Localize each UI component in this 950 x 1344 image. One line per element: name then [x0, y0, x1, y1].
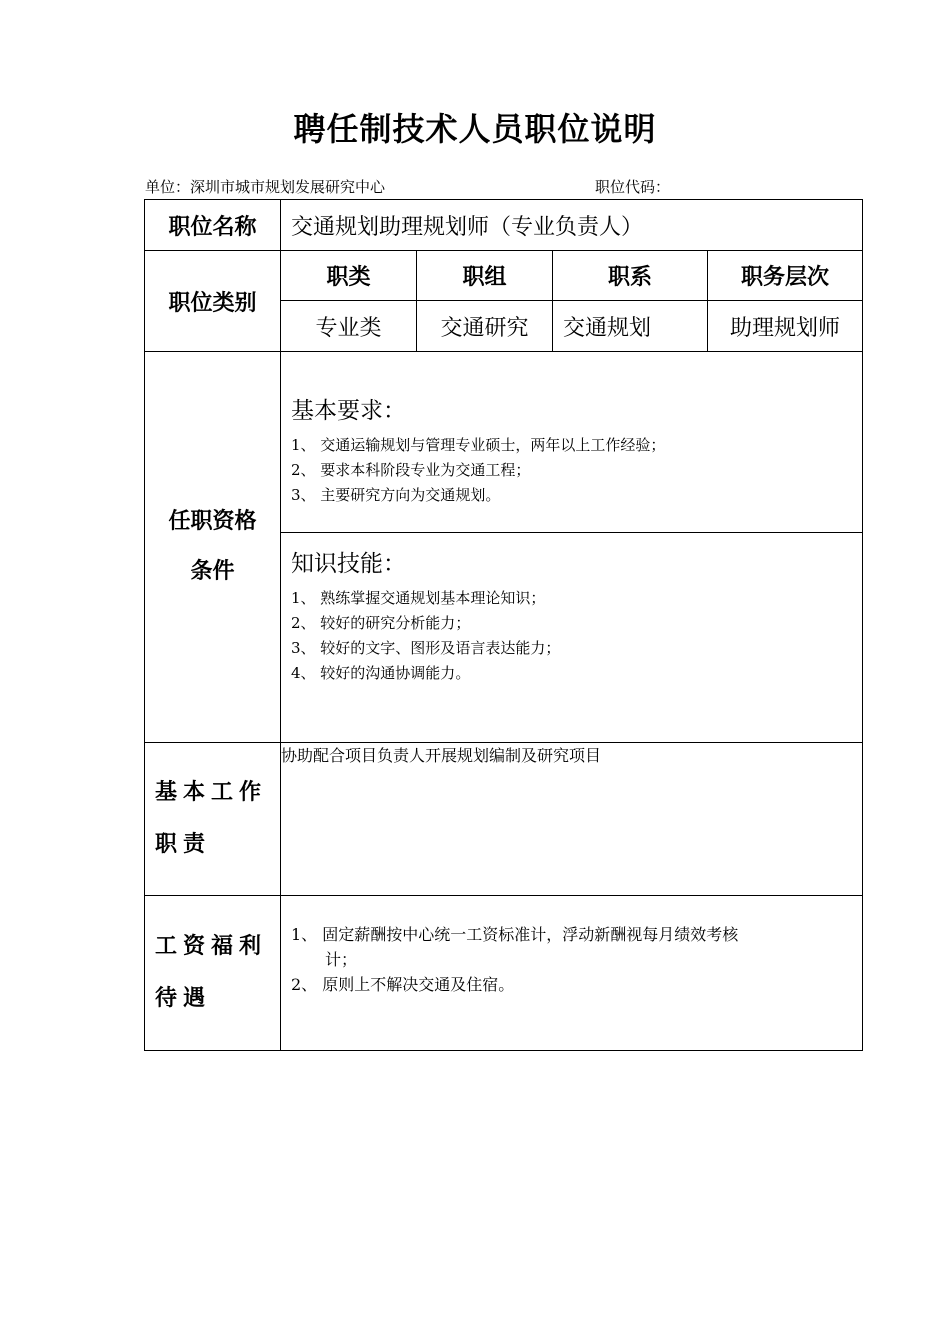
- row-position-name: [145, 200, 863, 251]
- category-value-series: 交通规划: [553, 301, 708, 352]
- benefits-label-line2: 待遇: [155, 986, 212, 1011]
- list-item: 4、 较好的沟通协调能力。: [291, 664, 471, 682]
- category-value-group: 交通研究: [417, 301, 553, 352]
- row-basic-requirements: [145, 352, 863, 533]
- list-item: 3、 主要研究方向为交通规划。: [291, 486, 501, 504]
- qualification-label-line1: 任职资格: [168, 509, 257, 534]
- list-item: 1、 交通运输规划与管理专业硕士，两年以上工作经验；: [291, 436, 666, 454]
- skills-cell: [281, 533, 863, 743]
- position-code-label: 职位代码：: [595, 178, 671, 196]
- list-item: 2、 原则上不解决交通及住宿。: [291, 975, 515, 994]
- row-duty: [145, 743, 863, 896]
- list-item: 2、 要求本科阶段专业为交通工程；: [291, 461, 531, 479]
- meta-line: [145, 176, 862, 198]
- page-title: 聘任制技术人员职位说明: [293, 110, 657, 148]
- basic-requirements-list: [281, 433, 862, 508]
- category-header-class: 职类: [281, 251, 417, 301]
- category-value-level: 助理规划师: [708, 301, 863, 352]
- unit-label: 单位：深圳市城市规划发展研究中心: [145, 178, 386, 196]
- qualification-label-line2: 条件: [190, 559, 235, 584]
- row-category-headers: [145, 251, 863, 301]
- category-label: 职位类别: [145, 251, 281, 352]
- skills-list: [281, 586, 862, 686]
- category-header-group: 职组: [417, 251, 553, 301]
- duty-label: [145, 743, 281, 896]
- row-benefits: [145, 896, 863, 1051]
- position-name-value: 交通规划助理规划师（专业负责人）: [281, 200, 863, 251]
- position-name-label: 职位名称: [145, 200, 281, 251]
- benefits-list: [281, 922, 862, 997]
- qualification-label: [145, 352, 281, 743]
- benefits-label: [145, 896, 281, 1051]
- basic-requirements-cell: [281, 352, 863, 533]
- category-header-series: 职系: [553, 251, 708, 301]
- category-value-class: 专业类: [281, 301, 417, 352]
- benefits-cell: [281, 896, 863, 1051]
- category-header-level: 职务层次: [708, 251, 863, 301]
- list-item: 1、 固定薪酬按中心统一工资标准计，浮动新酬视每月绩效考核: [291, 925, 739, 944]
- skills-heading: 知识技能：: [291, 551, 406, 577]
- basic-requirements-heading: 基本要求：: [291, 398, 406, 424]
- list-item: 1、 熟练掌握交通规划基本理论知识；: [291, 589, 546, 607]
- duty-label-line2: 职责: [155, 832, 212, 857]
- duty-value: 协助配合项目负责人开展规划编制及研究项目: [281, 743, 863, 896]
- list-item-continuation: 计；: [325, 950, 358, 969]
- benefits-label-line1: 工资福利: [155, 934, 268, 959]
- list-item: 3、 较好的文字、图形及语言表达能力；: [291, 639, 561, 657]
- position-table: [144, 199, 863, 1051]
- list-item: 2、 较好的研究分析能力；: [291, 614, 471, 632]
- duty-label-line1: 基本工作: [155, 780, 268, 805]
